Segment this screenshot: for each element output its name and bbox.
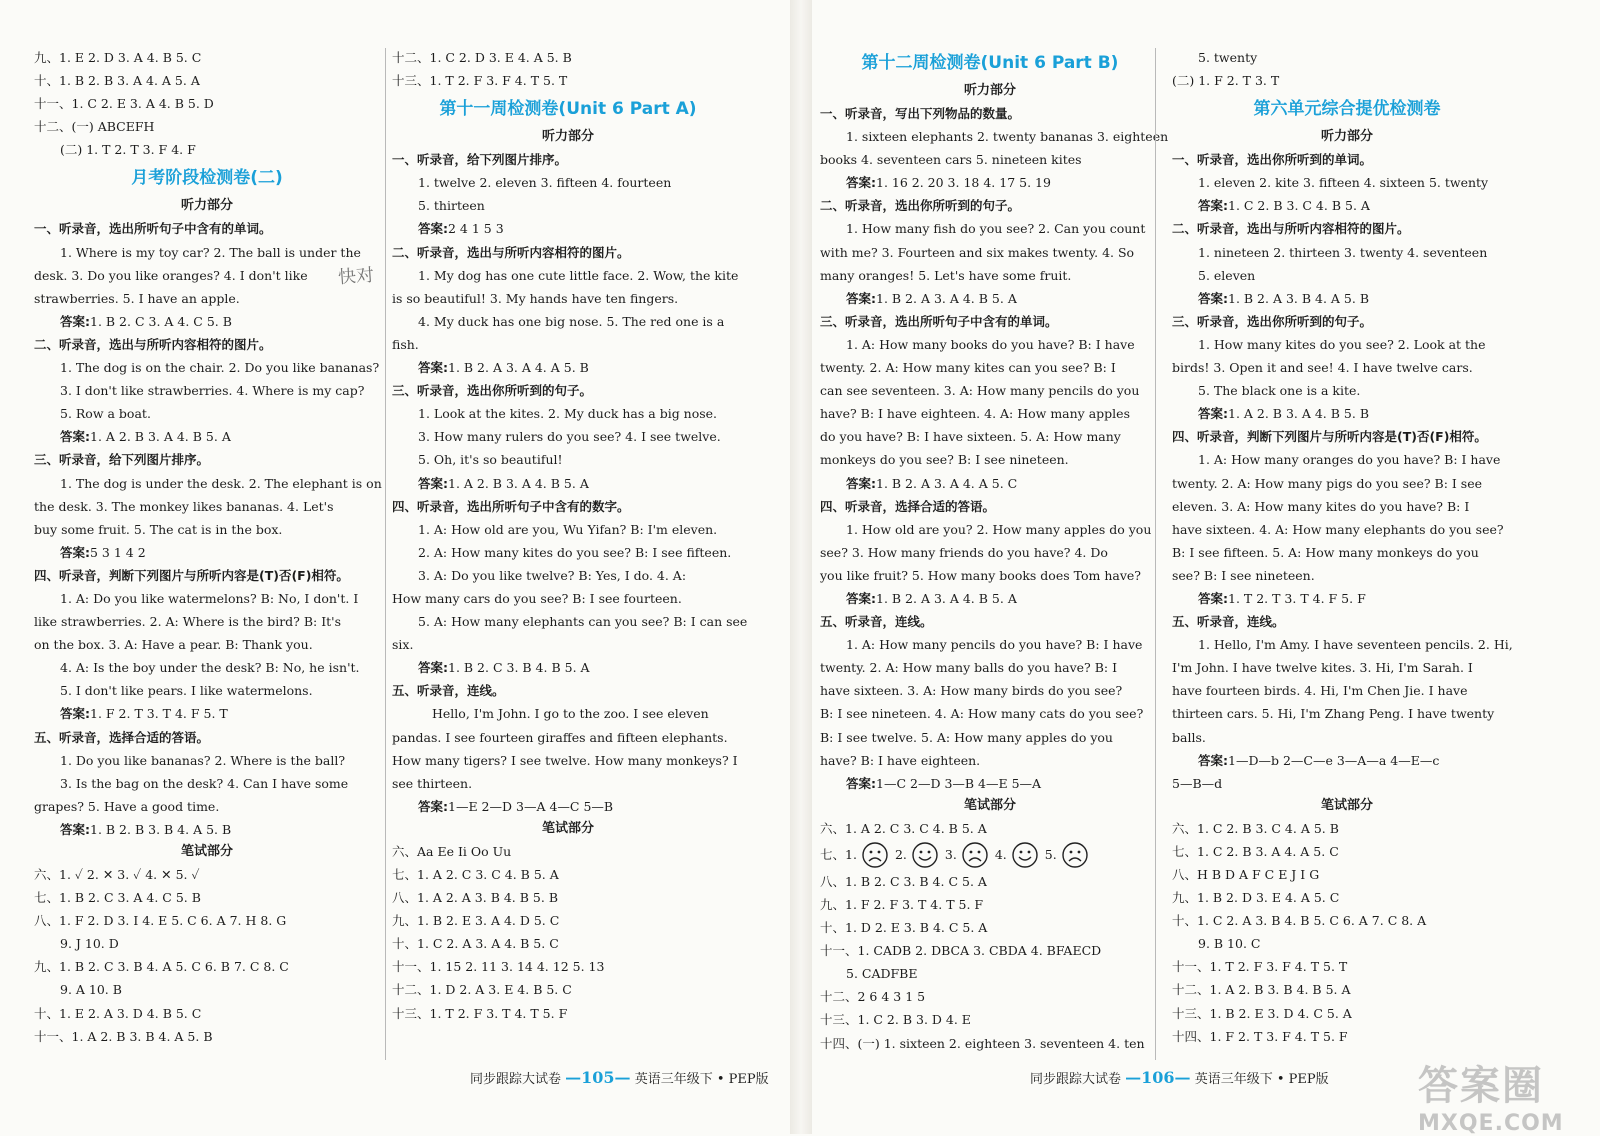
test-title: 月考阶段检测卷(二)	[131, 168, 283, 189]
answer-line: 十、1. C 2. A 3. A 4. B 5. C	[392, 936, 559, 952]
answer-line	[820, 287, 1160, 310]
answer-number: 1.	[845, 846, 857, 862]
transcript-line: 1. Look at the kites. 2. My duck has a big nose.	[418, 406, 718, 422]
text-line: the desk. 3. The monkey likes bananas. 4. Let's	[34, 498, 334, 514]
answer-line: 六、1. A 2. C 3. C 4. B 5. A	[820, 820, 987, 836]
transcript-line: 5. thirteen	[418, 198, 485, 214]
answer-number: 2.	[894, 846, 907, 862]
answer-label: 七、	[820, 846, 846, 862]
answer-label: 答案:	[60, 429, 90, 445]
question-heading: 二、听录音，选出与所听内容相符的图片。	[34, 336, 272, 352]
answer-line	[1172, 402, 1522, 425]
transcript-line: 5. Oh, it's so beautiful!	[418, 452, 563, 468]
sad-face-icon	[861, 841, 889, 869]
answer-line	[392, 217, 744, 240]
answer-value: 1. B 2. C 3. A 4. C 5. B	[90, 313, 232, 329]
section-heading: 笔试部分	[1320, 797, 1373, 813]
text-line: How many tigers? I see twelve. How many monkeys? I	[392, 752, 738, 768]
footer-series: 同步跟踪大试卷	[1030, 1072, 1122, 1087]
footer-series: 同步跟踪大试卷	[470, 1072, 562, 1087]
answer-label: 答案:	[1198, 198, 1228, 214]
answer-value: 1. B 2. B 3. B 4. A 5. B	[90, 821, 232, 837]
footer-subject: 英语三年级下 • PEP版	[1194, 1072, 1329, 1087]
sad-face-icon	[961, 841, 989, 869]
answer-value: 1. 16 2. 20 3. 18 4. 17 5. 19	[876, 175, 1051, 191]
transcript-line: 3. A: Do you like twelve? B: Yes, I do. 4. A:	[418, 567, 687, 583]
answer-line	[392, 356, 744, 379]
answer-value: 1. B 2. A 3. A 4. A 5. B	[448, 360, 589, 376]
text-line: pandas. I see fourteen giraffes and fifteen elephants.	[392, 729, 728, 745]
left-column-1	[34, 46, 380, 1048]
answer-line	[34, 541, 380, 564]
text-line: see thirteen.	[392, 775, 473, 791]
answer-line: (二) 1. F 2. T 3. T	[1172, 73, 1280, 89]
text-line: desk. 3. Do you like oranges? 4. I don't like	[34, 267, 308, 283]
transcript-line: 1. Where is my toy car? 2. The ball is under the	[60, 244, 361, 260]
answer-label: 答案:	[846, 590, 876, 606]
text-line: B: I see fifteen. 5. A: How many monkeys do you	[1172, 544, 1479, 560]
answer-line: 十三、1. B 2. E 3. D 4. C 5. A	[1172, 1005, 1352, 1021]
question-heading: 五、听录音，连线。	[820, 614, 933, 630]
answer-label: 答案:	[418, 660, 448, 676]
answer-line	[392, 656, 744, 679]
transcript-line: 1. How many fish do you see? 2. Can you count	[846, 221, 1146, 237]
answer-label: 答案:	[418, 360, 448, 376]
watermark-site: MXQE.COM	[1418, 1111, 1564, 1136]
question-heading: 五、听录音，连线。	[392, 683, 505, 699]
transcript-line: 5. I don't like pears. I like watermelons.	[60, 683, 313, 699]
transcript-line: 1. My dog has one cute little face. 2. Wow, the kite	[418, 267, 739, 283]
text-line: have sixteen. 4. A: How many elephants do you see?	[1172, 521, 1504, 537]
answer-line: 七、1. C 2. B 3. A 4. A 5. C	[1172, 843, 1339, 859]
answer-value: 1. A 2. B 3. A 4. B 5. A	[90, 429, 231, 445]
answer-value: 1. B 2. A 3. A 4. B 5. A	[876, 590, 1017, 606]
answer-value: 1. B 2. A 3. A 4. A 5. C	[876, 475, 1018, 491]
answer-line	[1172, 194, 1522, 217]
answer-value: 1. F 2. T 3. T 4. F 5. T	[90, 706, 228, 722]
text-line: B: I see twelve. 5. A: How many apples do you	[820, 729, 1113, 745]
transcript-line: 1. Do you like bananas? 2. Where is the ball?	[60, 752, 346, 768]
answer-number: 5.	[1044, 846, 1057, 862]
question-heading: 三、听录音，选出你所听到的句子。	[1172, 313, 1373, 329]
answer-line: 十四、1. F 2. T 3. F 4. T 5. F	[1172, 1028, 1348, 1044]
answer-label: 答案:	[60, 313, 90, 329]
section-heading: 笔试部分	[541, 820, 594, 836]
answer-line: 十二、(一) ABCEFH	[34, 119, 155, 135]
transcript-line: 3. I don't like strawberries. 4. Where is my cap?	[60, 383, 365, 399]
transcript-line: 1. A: Do you like watermelons? B: No, I don't. I	[60, 590, 359, 606]
answer-line: 十三、1. T 2. F 3. F 4. T 5. T	[392, 73, 568, 89]
transcript-line: 3. Is the bag on the desk? 4. Can I have some	[60, 775, 349, 791]
transcript-line: 2. A: How many kites do you see? B: I see fifteen.	[418, 544, 732, 560]
text-line: six.	[392, 637, 414, 653]
answer-line: 十、1. D 2. E 3. B 4. C 5. A	[820, 920, 988, 936]
answer-line: 十一、1. A 2. B 3. B 4. A 5. B	[34, 1028, 213, 1044]
transcript-line: 1. A: How old are you, Wu Yifan? B: I'm eleven.	[418, 521, 718, 537]
answer-line: 八、1. F 2. D 3. I 4. E 5. C 6. A 7. H 8. G	[34, 913, 287, 929]
answer-line: 十、1. C 2. A 3. B 4. B 5. C 6. A 7. C 8. A	[1172, 913, 1427, 929]
answer-value: 1. T 2. T 3. T 4. F 5. F	[1228, 590, 1366, 606]
answer-value: 1. B 2. A 3. B 4. A 5. B	[1228, 290, 1370, 306]
question-heading: 二、听录音，选出你所听到的句子。	[820, 198, 1021, 214]
transcript-line: 1. A: How many pencils do you have? B: I have	[846, 637, 1143, 653]
transcript-line: 1. twelve 2. eleven 3. fifteen 4. fourteen	[418, 175, 672, 191]
column-divider	[1155, 48, 1156, 1060]
test-title: 第十一周检测卷(Unit 6 Part A)	[439, 99, 697, 120]
answer-line: 十三、1. C 2. B 3. D 4. E	[820, 1012, 971, 1028]
answer-number: 3.	[944, 846, 957, 862]
answer-line: 九、1. B 2. C 3. B 4. A 5. C 6. B 7. C 8. C	[34, 959, 289, 975]
answer-label: 答案:	[60, 544, 90, 560]
happy-face-icon	[911, 841, 939, 869]
right-column-1	[820, 46, 1169, 1055]
transcript-line: 5. Row a boat.	[60, 406, 151, 422]
text-line: 5—B—d	[1172, 775, 1223, 791]
answer-line	[820, 587, 1160, 610]
answer-label: 答案:	[60, 821, 90, 837]
answer-value: 1. C 2. B 3. C 4. B 5. A	[1228, 198, 1370, 214]
answer-line: 十二、2 6 4 3 1 5	[820, 989, 926, 1005]
question-heading: 三、听录音，选出你所听到的句子。	[392, 383, 593, 399]
answer-line: 十二、1. D 2. A 3. E 4. B 5. C	[392, 982, 572, 998]
left-column-2	[392, 46, 748, 1025]
text-line: How many cars do you see? B: I see fourteen.	[392, 590, 682, 606]
book-gutter	[790, 0, 812, 1134]
answer-line: 九、1. E 2. D 3. A 4. B 5. C	[34, 50, 202, 65]
answer-line: 六、Aa Ee Ii Oo Uu	[392, 843, 512, 859]
answer-line: 七、1. B 2. C 3. A 4. C 5. B	[34, 890, 201, 906]
right-column-2	[1172, 46, 1522, 1048]
text-line: fish.	[392, 336, 419, 352]
answer-line: 十四、(一) 1. sixteen 2. eighteen 3. seventeen 4. ten	[820, 1035, 1145, 1051]
question-heading: 四、听录音，判断下列图片与所听内容是(T)否(F)相符。	[1172, 429, 1487, 445]
text-line: B: I see nineteen. 4. A: How many cats do you see?	[820, 706, 1144, 722]
answer-line: 七、1. A 2. C 3. C 4. B 5. A	[392, 867, 559, 882]
answer-line: 九、1. F 2. F 3. T 4. T 5. F	[820, 897, 984, 912]
answer-label: 答案:	[1198, 590, 1228, 606]
answer-label: 答案:	[846, 290, 876, 306]
section-heading: 听力部分	[1320, 129, 1373, 145]
transcript-line: 1. How old are you? 2. How many apples do you	[846, 521, 1152, 537]
transcript-line: 1. How many kites do you see? 2. Look at the	[1198, 336, 1486, 352]
answer-line: 十一、1. T 2. F 3. F 4. T 5. T	[1172, 959, 1348, 975]
transcript-line: 1. sixteen elephants 2. twenty bananas 3. eighteen	[846, 129, 1169, 145]
answer-label: 答案:	[846, 175, 876, 191]
text-line: like strawberries. 2. A: Where is the bird? B: It's	[34, 614, 342, 630]
question-heading: 五、听录音，选择合适的答语。	[34, 729, 210, 745]
text-line: books 4. seventeen cars 5. nineteen kites	[820, 152, 1082, 168]
section-heading: 听力部分	[180, 198, 233, 214]
transcript-line: Hello, I'm John. I go to the zoo. I see eleven	[432, 706, 709, 722]
transcript-line: 4. A: Is the boy under the desk? B: No, he isn't.	[60, 660, 360, 676]
page-number: —106—	[1125, 1068, 1191, 1087]
text-line: buy some fruit. 5. The cat is in the box.	[34, 521, 283, 537]
answer-label: 答案:	[418, 798, 448, 814]
answer-value: 1—E 2—D 3—A 4—C 5—B	[448, 798, 614, 814]
page-number: —105—	[565, 1068, 631, 1087]
question-heading: 三、听录音，选出所听句子中含有的单词。	[820, 313, 1058, 329]
answer-line: 十一、1. 15 2. 11 3. 14 4. 12 5. 13	[392, 959, 605, 975]
transcript-line: 1. Hello, I'm Amy. I have seventeen pencils. 2. Hi,	[1198, 637, 1513, 653]
answer-line	[34, 702, 380, 725]
question-heading: 一、听录音，选出所听句子中含有的单词。	[34, 221, 272, 237]
test-title: 第十二周检测卷(Unit 6 Part B)	[861, 53, 1119, 73]
section-heading: 笔试部分	[963, 797, 1016, 813]
transcript-line: 5. eleven	[1198, 267, 1256, 283]
question-heading: 三、听录音，给下列图片排序。	[34, 452, 210, 468]
transcript-line: 3. How many rulers do you see? 4. I see twelve.	[418, 429, 721, 445]
transcript-line: 1. The dog is under the desk. 2. The elephant is on	[60, 475, 382, 491]
answer-line	[820, 472, 1160, 495]
text-line: do you have? B: I have sixteen. 5. A: How many	[820, 429, 1121, 445]
question-heading: 二、听录音，选出与所听内容相符的图片。	[392, 244, 630, 260]
answer-line: 八、1. A 2. A 3. B 4. B 5. B	[392, 890, 559, 906]
question-heading: 四、听录音，选出所听句子中含有的数字。	[392, 498, 630, 514]
transcript-line: 1. eleven 2. kite 3. fifteen 4. sixteen 5. twenty	[1198, 175, 1489, 191]
answer-line: 八、H B D A F C E J I G	[1172, 867, 1320, 882]
transcript-line: 5. The black one is a kite.	[1198, 383, 1361, 399]
answer-value: 1. A 2. B 3. A 4. B 5. B	[1228, 406, 1370, 422]
answer-number: 4.	[994, 846, 1007, 862]
answer-line: 5. twenty	[1198, 50, 1258, 65]
answer-line	[392, 795, 744, 818]
answer-line: 八、1. B 2. C 3. B 4. C 5. A	[820, 873, 987, 889]
answer-line	[1172, 287, 1522, 310]
text-line: monkeys do you see? B: I see nineteen.	[820, 452, 1069, 468]
answer-line: 十三、1. T 2. F 3. T 4. T 5. F	[392, 1005, 568, 1021]
answer-label: 答案:	[1198, 752, 1228, 768]
text-line: on the box. 3. A: Have a pear. B: Thank you.	[34, 637, 313, 653]
question-heading: 一、听录音，给下列图片排序。	[392, 152, 568, 168]
answer-line: 5. CADFBE	[846, 966, 918, 982]
text-line: birds! 3. Open it and see! 4. I have twelve cars.	[1172, 360, 1473, 376]
answer-line: 十二、1. A 2. B 3. B 4. B 5. A	[1172, 982, 1351, 998]
section-heading: 听力部分	[963, 83, 1016, 98]
answer-line	[1172, 749, 1522, 772]
section-heading: 笔试部分	[180, 844, 233, 859]
answer-value: 5 3 1 4 2	[90, 544, 146, 560]
text-line: many oranges! 5. Let's have some fruit.	[820, 267, 1072, 283]
transcript-line: 5. A: How many elephants can you see? B: I can see	[418, 614, 748, 630]
answer-line	[34, 425, 380, 448]
answer-line: 十、1. E 2. A 3. D 4. B 5. C	[34, 1005, 202, 1021]
answer-line	[34, 310, 380, 333]
text-line: see? 3. How many friends do you have? 4. Do	[820, 544, 1108, 560]
answer-value: 1. B 2. C 3. B 4. B 5. A	[448, 660, 590, 676]
text-line: strawberries. 5. I have an apple.	[34, 290, 240, 306]
answer-label: 答案:	[846, 475, 876, 491]
answer-label: 答案:	[1198, 406, 1228, 422]
answer-value: 1—D—b 2—C—e 3—A—a 4—E—c	[1228, 752, 1440, 768]
answer-line	[820, 772, 1160, 795]
transcript-line: 1. nineteen 2. thirteen 3. twenty 4. seventeen	[1198, 244, 1488, 260]
answer-line: (二) 1. T 2. T 3. F 4. F	[60, 142, 196, 158]
answer-line	[392, 472, 744, 495]
sad-face-icon	[1061, 841, 1089, 869]
section-heading: 听力部分	[541, 129, 594, 145]
answer-value: 1—C 2—D 3—B 4—E 5—A	[876, 775, 1042, 791]
watermark-logo: 答案圈	[1418, 1063, 1544, 1109]
text-line: with me? 3. Fourteen and six makes twenty. 4. So	[820, 244, 1135, 260]
answer-label: 答案:	[418, 221, 448, 237]
answer-line: 十一、1. CADB 2. DBCA 3. CBDA 4. BFAECD	[820, 943, 1102, 959]
answer-line: 9. B 10. C	[1198, 936, 1261, 952]
text-line: you like fruit? 5. How many books does Tom have?	[820, 567, 1142, 583]
answer-line: 十二、1. C 2. D 3. E 4. A 5. B	[392, 50, 572, 65]
answer-label: 答案:	[418, 475, 448, 491]
question-heading: 四、听录音，选择合适的答语。	[820, 498, 996, 514]
answer-line: 十、1. B 2. B 3. A 4. A 5. A	[34, 73, 200, 89]
transcript-line: 1. A: How many oranges do you have? B: I have	[1198, 452, 1501, 468]
text-line: balls.	[1172, 729, 1206, 745]
transcript-line: 4. My duck has one big nose. 5. The red one is a	[418, 313, 725, 329]
column-divider	[385, 48, 386, 1060]
answer-line: 六、1. ✓ 2. ✕ 3. ✓ 4. ✕ 5. ✓	[34, 867, 200, 882]
answer-line: 六、1. C 2. B 3. C 4. A 5. B	[1172, 820, 1339, 836]
answer-line	[34, 818, 380, 841]
question-heading: 四、听录音，判断下列图片与所听内容是(T)否(F)相符。	[34, 567, 349, 583]
answer-line	[820, 171, 1160, 194]
answer-label: 答案:	[1198, 290, 1228, 306]
overlay-mark: 快对	[337, 264, 375, 289]
text-line: twenty. 2. A: How many pigs do you see? B: I see	[1172, 475, 1483, 491]
answer-line: 9. A 10. B	[60, 982, 122, 998]
answer-value: 1. A 2. B 3. A 4. B 5. A	[448, 475, 589, 491]
text-line: can see seventeen. 3. A: How many pencils do you	[820, 383, 1140, 399]
answer-label: 答案:	[60, 706, 90, 722]
test-title: 第六单元综合提优检测卷	[1253, 99, 1441, 120]
text-line: see? B: I see nineteen.	[1172, 567, 1315, 583]
text-line: I'm John. I have twelve kites. 3. Hi, I'm Sarah. I	[1172, 660, 1473, 676]
text-line: twenty. 2. A: How many kites can you see? B: I	[820, 360, 1116, 376]
page-footer-left	[470, 1068, 769, 1087]
question-heading: 一、听录音，写出下列物品的数量。	[820, 106, 1021, 121]
answer-line	[1172, 587, 1522, 610]
page-footer-right	[1030, 1068, 1329, 1087]
transcript-line: 1. The dog is on the chair. 2. Do you like bananas?	[60, 360, 380, 376]
text-line: grapes? 5. Have a good time.	[34, 798, 220, 814]
answer-line: 9. J 10. D	[60, 936, 119, 952]
right-page	[812, 0, 1600, 1134]
answer-line: 九、1. B 2. D 3. E 4. A 5. C	[1172, 890, 1340, 906]
text-line: have? B: I have eighteen. 4. A: How many apples	[820, 406, 1130, 422]
answer-value: 1. B 2. A 3. A 4. B 5. A	[876, 290, 1017, 306]
question-heading: 一、听录音，选出你所听到的单词。	[1172, 152, 1373, 168]
text-line: thirteen cars. 5. Hi, I'm Zhang Peng. I have twenty	[1172, 706, 1495, 722]
question-heading: 五、听录音，连线。	[1172, 614, 1285, 630]
happy-face-icon	[1011, 841, 1039, 869]
left-page	[0, 0, 790, 1134]
question-heading: 二、听录音，选出与所听内容相符的图片。	[1172, 221, 1410, 237]
watermark	[1418, 1054, 1588, 1136]
transcript-line: 1. A: How many books do you have? B: I have	[846, 336, 1135, 352]
faces-answer-row	[820, 840, 1160, 870]
answer-line: 十一、1. C 2. E 3. A 4. B 5. D	[34, 96, 214, 112]
answer-label: 答案:	[846, 775, 876, 791]
text-line: is so beautiful! 3. My hands have ten fingers.	[392, 290, 679, 306]
text-line: twenty. 2. A: How many balls do you have? B: I	[820, 660, 1118, 676]
text-line: have sixteen. 3. A: How many birds do you see?	[820, 683, 1123, 699]
footer-subject: 英语三年级下 • PEP版	[634, 1072, 769, 1087]
answer-value: 2 4 1 5 3	[448, 221, 504, 237]
text-line: have? B: I have eighteen.	[820, 752, 981, 768]
answer-line: 九、1. B 2. E 3. A 4. D 5. C	[392, 913, 560, 929]
text-line: have fourteen birds. 4. Hi, I'm Chen Jie. I have	[1172, 683, 1468, 699]
text-line: eleven. 3. A: How many kites do you have? B: I	[1172, 498, 1470, 514]
